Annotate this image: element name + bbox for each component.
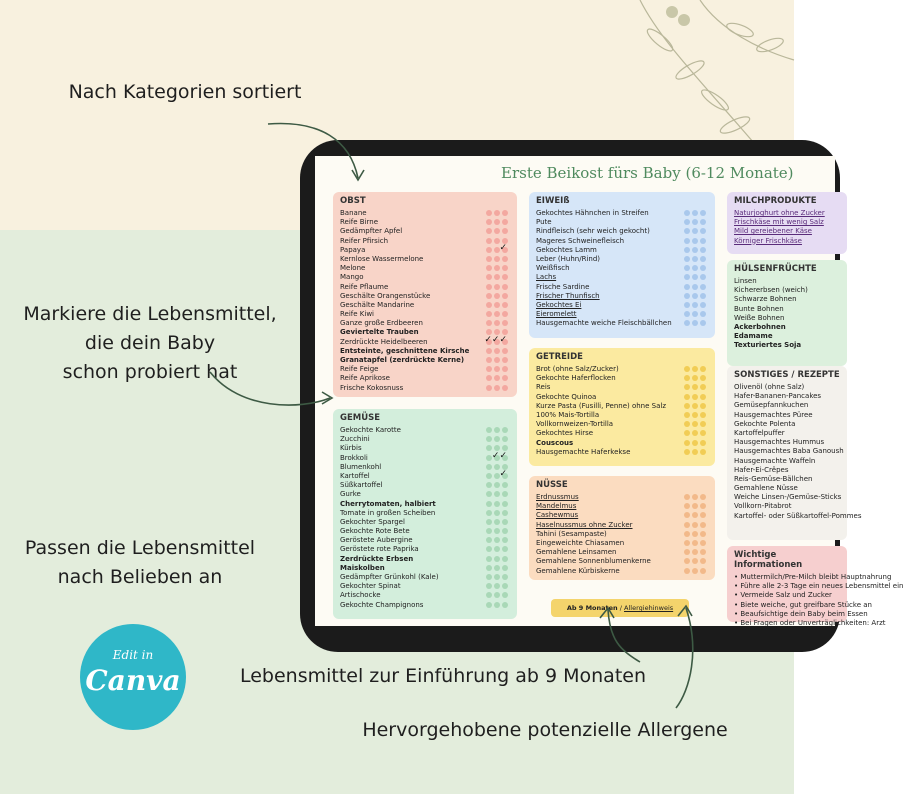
food-item-label: Melone (340, 264, 366, 273)
food-item-label: Hausgemachte Waffeln (734, 456, 816, 465)
checkmark-icon: ✓✓ (491, 450, 507, 461)
food-item-label: Kartoffel- oder Süßkartoffel-Pommes (734, 511, 862, 520)
food-item-label: Mango (340, 273, 364, 282)
food-item-label: Zerdrückte Erbsen (340, 554, 414, 563)
food-item-label: Erdnussmus (536, 493, 579, 501)
food-item-label: Geschälte Orangenstücke (340, 291, 431, 300)
category-title: GETREIDE (536, 352, 583, 362)
callout-mark-line3: schon probiert hat (62, 361, 238, 383)
food-item-label: Pute (536, 218, 552, 227)
food-item-label: Gekochtes Ei (536, 300, 582, 309)
food-item-label: Gekochtes Hähnchen in Streifen (536, 209, 649, 217)
food-item-label: Hausgemachte weiche Fleischbällchen (536, 319, 672, 328)
food-item-label: Hausgemachte Haferkekse (536, 447, 631, 456)
food-item-label: Maiskolben (340, 563, 385, 572)
food-item-label: • Biete weiche, gut greifbare Stücke an (734, 600, 872, 609)
food-item-label: • Muttermilch/Pre-Milch bleibt Hauptnahrung (734, 573, 892, 581)
food-item-label: Texturiertes Soja (734, 341, 802, 350)
food-item-label: Reis (536, 383, 551, 392)
category-title: EIWEIß (536, 196, 570, 206)
food-item-label: Gekochte Polenta (734, 419, 796, 428)
food-item-label: Gekochter Spargel (340, 517, 405, 526)
food-item-label: Banane (340, 209, 367, 217)
food-item-label: Gekochte Quinoa (536, 392, 597, 401)
category-title: NÜSSE (536, 480, 568, 490)
food-item-label: Tomate in großen Scheiben (340, 508, 436, 517)
food-item-label: Schwarze Bohnen (734, 295, 797, 304)
food-item-label: Hausgemachtes Püree (734, 410, 813, 419)
food-item-label: Gemahlene Sonnenblumenkerne (536, 557, 651, 566)
food-item-label: Kichererbsen (weich) (734, 286, 808, 295)
food-item-label: Papaya (340, 245, 366, 254)
food-item-label: Zerdrückte Heidelbeeren (340, 337, 428, 346)
category-title: SONSTIGES / REZEPTE (734, 370, 840, 380)
food-item-label: Weiche Linsen-/Gemüse-Sticks (734, 493, 842, 502)
callout-adjust-line1: Passen die Lebensmittel (24, 537, 256, 559)
food-item-label: Reife Aprikose (340, 374, 390, 383)
food-item-label: Reife Kiwi (340, 310, 375, 319)
food-item-label: Frische Sardine (536, 282, 590, 291)
category-title: HÜLSENFRÜCHTE (734, 264, 817, 274)
food-item-label: Gekochte Karotte (340, 426, 401, 434)
food-item-label: Brokkoli (340, 453, 368, 462)
food-item-label: Ackerbohnen (734, 322, 786, 331)
food-item-label: Vollkornweizen-Tortilla (536, 420, 614, 429)
food-item-label: Naturjoghurt ohne Zucker (734, 209, 825, 217)
callout-nine-months: Lebensmittel zur Einführung ab 9 Monaten (239, 665, 647, 687)
food-item-label: • Vermeide Salz und Zucker (734, 591, 832, 600)
food-item-label: Hafer-Bananen-Pancakes (734, 392, 822, 401)
food-item-label: Mild gereiebener Käse (734, 227, 812, 236)
food-item-label: Geröstete rote Paprika (340, 545, 419, 554)
food-item-label: Weißfisch (536, 264, 570, 273)
document-title: Erste Beikost fürs Baby (6-12 Monate) (501, 164, 794, 182)
food-item-label: Reifer Pfirsich (340, 236, 389, 245)
food-item-label: Gedämpfter Apfel (340, 227, 403, 236)
food-item-label: Hafer-Ei-Crêpes (734, 465, 789, 474)
food-item-label: Rindfleisch (sehr weich gekocht) (536, 227, 650, 236)
callout-mark-line1: Markiere die Lebensmittel, (23, 303, 277, 325)
food-item-label: Edamame (734, 332, 773, 341)
callout-allergens: Hervorgehobene potenzielle Allergene (362, 719, 728, 741)
food-item-label: • Führe alle 2-3 Tage ein neues Lebensmittel ein (734, 582, 903, 591)
callout-adjust-line2: nach Belieben an (57, 566, 223, 588)
food-item-label: Reis-Gemüse-Bällchen (734, 474, 813, 483)
food-item-label: Vollkorn-Pitabrot (734, 502, 792, 511)
food-item-label: Eingeweichte Chiasamen (536, 538, 625, 547)
food-item-label: Frischer Thunfisch (536, 291, 600, 300)
category-title: OBST (340, 196, 366, 206)
food-item-label: Cashewmus (536, 511, 579, 520)
food-item-label: Entsteinte, geschnittene Kirsche (340, 346, 470, 355)
food-item-label: Lachs (536, 273, 557, 282)
food-item-label: Haselnussmus ohne Zucker (536, 520, 633, 529)
food-item-label: Gekochte Champignons (340, 600, 424, 609)
food-item-label: Gemüsepfannkuchen (734, 401, 809, 410)
food-item-label: Eieromelett (536, 310, 577, 319)
checkmark-icon: ✓ (499, 242, 507, 253)
food-item-label: Weiße Bohnen (734, 313, 785, 322)
food-item-label: Körniger Frischkäse (734, 236, 802, 245)
food-item-label: Gurke (340, 490, 361, 499)
food-item-label: Kartoffel (340, 471, 370, 480)
food-item-label: Leber (Huhn/Rind) (536, 254, 601, 263)
food-item-label: Reife Pflaume (340, 282, 389, 291)
food-item-label: Kernlose Wassermelone (340, 254, 424, 263)
food-item-label: Mandelmus (536, 502, 577, 511)
food-item-label: Frische Kokosnuss (340, 383, 404, 392)
category-title: MILCHPRODUKTE (734, 196, 817, 206)
food-item-label: Ganze große Erdbeeren (340, 319, 423, 328)
food-item-label: Gemahlene Leinsamen (536, 548, 617, 557)
food-item-label: Süßkartoffel (340, 481, 383, 490)
canva-logo-text: Canva (85, 664, 181, 697)
food-item-label: Artischocke (340, 591, 381, 600)
allergy-label: Allergiehinweis (624, 604, 674, 612)
food-item-label: 100% Mais-Tortilla (536, 410, 600, 419)
food-item-label: Gekochtes Lamm (536, 245, 597, 254)
checkmark-icon: ✓ (499, 468, 507, 479)
food-item-label: Hausgemachtes Hummus (734, 438, 825, 447)
food-item-label: Gekochter Spinat (340, 582, 401, 591)
food-item-label: Kurze Pasta (Fusilli, Penne) ohne Salz (536, 401, 667, 410)
food-item-label: Geschälte Mandarine (340, 300, 415, 309)
food-item-label: Geviertelte Trauben (340, 328, 419, 337)
food-item-label: Mageres Schweinefleisch (536, 236, 625, 245)
checkmark-icon: ✓✓✓ (484, 334, 507, 345)
food-item-label: Blumenkohl (340, 462, 382, 471)
food-item-label: Hausgemachtes Baba Ganoush (734, 447, 844, 456)
food-item-label: Couscous (536, 438, 574, 447)
food-item-label: Frischkäse mit wenig Salz (734, 218, 824, 227)
food-item-label: Zucchini (340, 435, 370, 444)
food-item-label: Gedämpfter Grünkohl (Kale) (340, 573, 439, 581)
food-item-label: • Beaufsichtige dein Baby beim Essen (734, 609, 868, 618)
food-item-label: Kartoffelpuffer (734, 428, 785, 437)
food-item-label: Kürbis (340, 444, 362, 453)
legend-separator: / (619, 604, 622, 612)
food-item-label: Olivenöl (ohne Salz) (734, 383, 805, 391)
food-item-label: Gekochte Rote Bete (340, 527, 410, 536)
food-item-label: Geröstete Aubergine (340, 536, 413, 545)
food-item-label: Cherrytomaten, halbiert (340, 499, 436, 508)
food-item-label: Tahini (Sesampaste) (536, 529, 607, 538)
food-item-label: • Bei Fragen oder Unverträglichkeiten: Arzt (734, 618, 886, 627)
category-title: Wichtige Informationen (734, 550, 803, 570)
food-item-label: Gekochtes Hirse (536, 429, 594, 438)
food-item-label: Reife Feige (340, 365, 379, 374)
food-item-label: Bunte Bohnen (734, 304, 784, 313)
food-item-label: Gemahlene Kürbiskerne (536, 566, 620, 575)
food-item-label: Brot (ohne Salz/Zucker) (536, 365, 619, 373)
callout-mark-line2: die dein Baby (84, 332, 216, 354)
callout-sorted: Nach Kategorien sortiert (68, 81, 302, 103)
canva-edit-label: Edit in (112, 648, 154, 662)
food-item-label: Gemahlene Nüsse (734, 484, 798, 493)
food-item-label: Gekochte Haferflocken (536, 374, 616, 383)
food-item-label: Reife Birne (340, 218, 379, 227)
nine-months-label: Ab 9 Monaten (566, 604, 618, 612)
food-item-label: Granatapfel (zerdrückte Kerne) (340, 356, 465, 364)
food-item-label: Linsen (734, 277, 757, 285)
category-title: GEMÜSE (340, 413, 381, 423)
